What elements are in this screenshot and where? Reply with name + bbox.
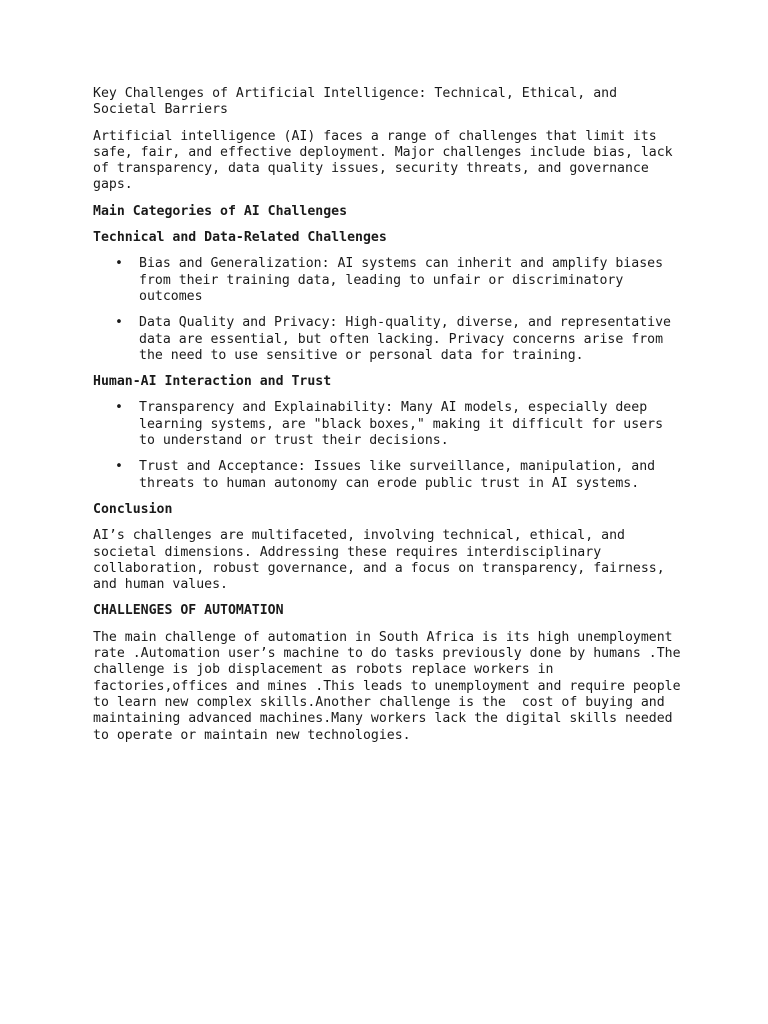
automation-paragraph: The main challenge of automation in South Africa is its high unemployment rate .Automation user’s machine to do tasks previously done by humans .The challenge is job displacement as robots replace workers in factories,offices and mines .This leads to unemployment and require people to learn new complex skills.Another challenge is the cost of buying and maintaining advanced machines.Many workers lack the digital skills needed to operate or maintain new technologies. — [93, 629, 689, 743]
document-title: Key Challenges of Artificial Intelligence: Technical, Ethical, and Societal Barriers — [93, 86, 618, 118]
conclusion-heading: Conclusion — [93, 501, 173, 517]
intro-paragraph: Artificial intelligence (AI) faces a range of challenges that limit its safe, fair, and effective deployment. Major challenges include bias, lack of transparency, data quality issues, security threats, and governance gaps. — [93, 128, 673, 193]
list-item-text: Bias and Generalization: AI systems can inherit and amplify biases from their training data, leading to unfair or discriminatory outcomes — [139, 256, 664, 304]
list-item — [93, 400, 683, 449]
bullet-icon: • — [115, 459, 123, 475]
bullet-icon: • — [115, 400, 123, 416]
main-heading: Main Categories of AI Challenges — [93, 203, 348, 219]
bullet-list-trust — [93, 400, 683, 491]
list-item-text: Transparency and Explainability: Many AI models, especially deep learning systems, are "black boxes," making it difficult for users to understand or trust their decisions. — [139, 400, 664, 449]
list-item — [93, 315, 683, 364]
document-page — [93, 86, 689, 754]
list-item-text: Trust and Acceptance: Issues like surveillance, manipulation, and threats to human autonomy can erode public trust in AI systems. — [139, 459, 656, 491]
section-heading-trust: Human-AI Interaction and Trust — [93, 374, 332, 390]
list-item-text: Data Quality and Privacy: High-quality, diverse, and representative data are essential, but often lacking. Privacy concerns arise from the need to use sensitive or personal data for training. — [139, 315, 671, 363]
list-item — [93, 256, 683, 305]
section-heading-technical: Technical and Data-Related Challenges — [93, 230, 387, 246]
conclusion-paragraph: AI’s challenges are multifaceted, involving technical, ethical, and societal dimensions. Addressing these requires interdisciplinary collaboration, robust governance, and a focus on transparency, fairness, and human values. — [93, 528, 665, 593]
automation-heading: CHALLENGES OF AUTOMATION — [93, 603, 284, 619]
list-item — [93, 459, 683, 492]
bullet-icon: • — [115, 256, 123, 272]
bullet-list-technical — [93, 256, 683, 364]
bullet-icon: • — [115, 315, 123, 331]
